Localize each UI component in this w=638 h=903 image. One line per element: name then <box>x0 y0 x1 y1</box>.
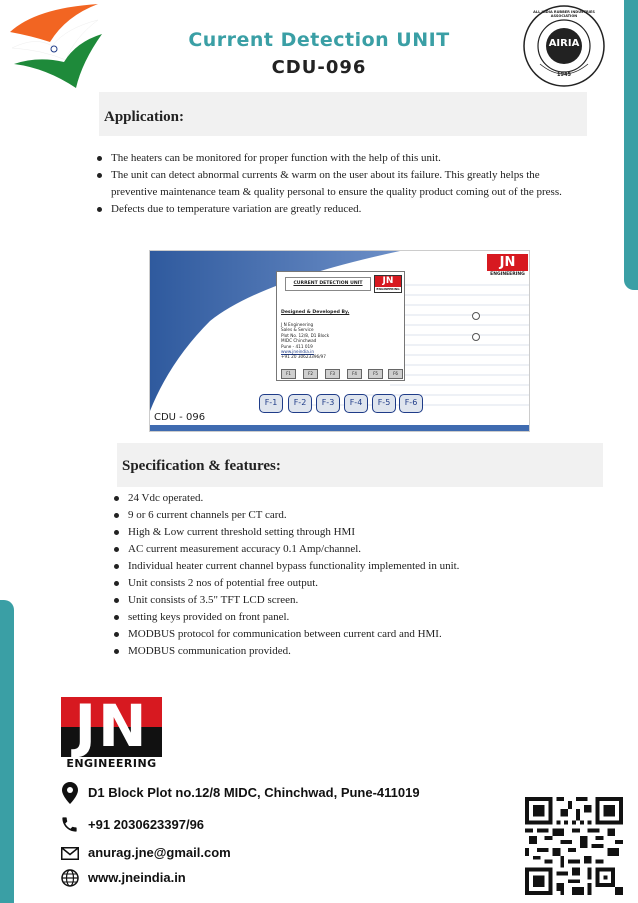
lcd-key-f4[interactable]: F4 <box>347 369 362 379</box>
list-item: Unit consists of 3.5" TFT LCD screen. <box>114 592 594 609</box>
lcd-address-line: J N Engineering <box>281 322 314 327</box>
phone-icon <box>60 815 79 834</box>
lcd-address-line: MIDC Chinchwad <box>281 338 317 344</box>
panel-brand-badge <box>486 253 529 279</box>
list-item: 9 or 6 current channels per CT card. <box>114 507 594 524</box>
model-number: CDU-096 <box>271 57 367 78</box>
lcd-address-line: Sales & Service <box>281 327 314 333</box>
lcd-phone: +91 20 30623396/97 <box>281 354 326 360</box>
function-key-f5[interactable]: F-5 <box>372 394 396 413</box>
specification-heading: Specification & features: <box>122 458 281 474</box>
footer-website: www.jneindia.in <box>88 870 186 885</box>
panel-model-label: CDU - 096 <box>154 412 206 423</box>
lcd-brand-text: JN <box>375 276 401 287</box>
list-item: AC current measurement accuracy 0.1 Amp/channel. <box>114 541 594 558</box>
qr-code-icon <box>525 797 623 895</box>
footer-logo <box>61 692 162 771</box>
list-item: MODBUS protocol for communication between current card and HMI. <box>114 626 594 643</box>
lcd-screen <box>276 271 405 381</box>
footer-address: D1 Block Plot no.12/8 MIDC, Chinchwad, Pune-411019 <box>88 785 420 800</box>
location-pin-icon <box>61 781 79 805</box>
footer-logo-sub: ENGINEERING <box>66 757 157 770</box>
lcd-brand-badge <box>374 275 402 293</box>
panel-brand-sub: ENGINEERING <box>490 272 525 277</box>
footer-phone: +91 2030623397/96 <box>88 817 205 832</box>
airia-seal-year: 1945 <box>557 72 571 78</box>
application-heading: Application: <box>104 109 185 125</box>
hmi-panel-image <box>149 250 530 432</box>
list-item: The unit can detect abnormal currents & warm on the user about its failure. This greatly helps the preventive maintenance team & quality personal to ensure the quality product coming out of the press. <box>97 167 575 201</box>
lcd-brand-sub: ENGINEERING <box>376 287 400 291</box>
function-key-f6[interactable]: F-6 <box>399 394 423 413</box>
lcd-key-f2[interactable]: F2 <box>303 369 318 379</box>
function-key-f2[interactable]: F-2 <box>288 394 312 413</box>
lcd-title: CURRENT DETECTION UNIT <box>285 277 371 291</box>
lcd-address-line: Pune - 411 019 <box>281 343 313 349</box>
lcd-key-f6[interactable]: F6 <box>388 369 403 379</box>
specification-list <box>114 490 594 660</box>
function-key-f3[interactable]: F-3 <box>316 394 340 413</box>
airia-seal-ring-text: ALL INDIA RUBBER INDUSTRIES ASSOCIATION <box>533 10 595 18</box>
list-item: MODBUS communication provided. <box>114 643 594 660</box>
lcd-key-f1[interactable]: F1 <box>281 369 296 379</box>
footer-email: anurag.jne@gmail.com <box>88 845 231 860</box>
globe-icon <box>61 869 79 887</box>
specification-heading-box <box>117 443 603 487</box>
list-item: 24 Vdc operated. <box>114 490 594 507</box>
list-item: Unit consists 2 nos of potential free output. <box>114 575 594 592</box>
list-item: setting keys provided on front panel. <box>114 609 594 626</box>
page-title: Current Detection UNIT <box>188 29 450 51</box>
footer-logo-text: JN <box>74 692 149 760</box>
lcd-key-f5[interactable]: F5 <box>368 369 383 379</box>
lcd-key-f3[interactable]: F3 <box>325 369 340 379</box>
lcd-address-block <box>281 322 329 360</box>
airia-seal-name: AIRIA <box>548 38 580 49</box>
left-accent-bar <box>0 600 14 903</box>
list-item: Individual heater current channel bypass functionality implemented in unit. <box>114 558 594 575</box>
list-item: Defects due to temperature variation are greatly reduced. <box>97 201 575 218</box>
panel-brand-text: JN <box>487 254 528 271</box>
email-icon <box>61 847 79 860</box>
lcd-designed-by: Designed & Developed By, <box>281 310 350 315</box>
lcd-address-line: Plot No. 12/8, D1 Block <box>281 332 330 338</box>
function-key-f4[interactable]: F-4 <box>344 394 368 413</box>
airia-seal <box>522 4 606 88</box>
lcd-website: www.jneindia.in <box>281 349 314 355</box>
application-list <box>97 150 575 218</box>
application-heading-box <box>99 92 587 136</box>
function-key-f1[interactable]: F-1 <box>259 394 283 413</box>
list-item: High & Low current threshold setting through HMI <box>114 524 594 541</box>
list-item: The heaters can be monitored for proper function with the help of this unit. <box>97 150 575 167</box>
